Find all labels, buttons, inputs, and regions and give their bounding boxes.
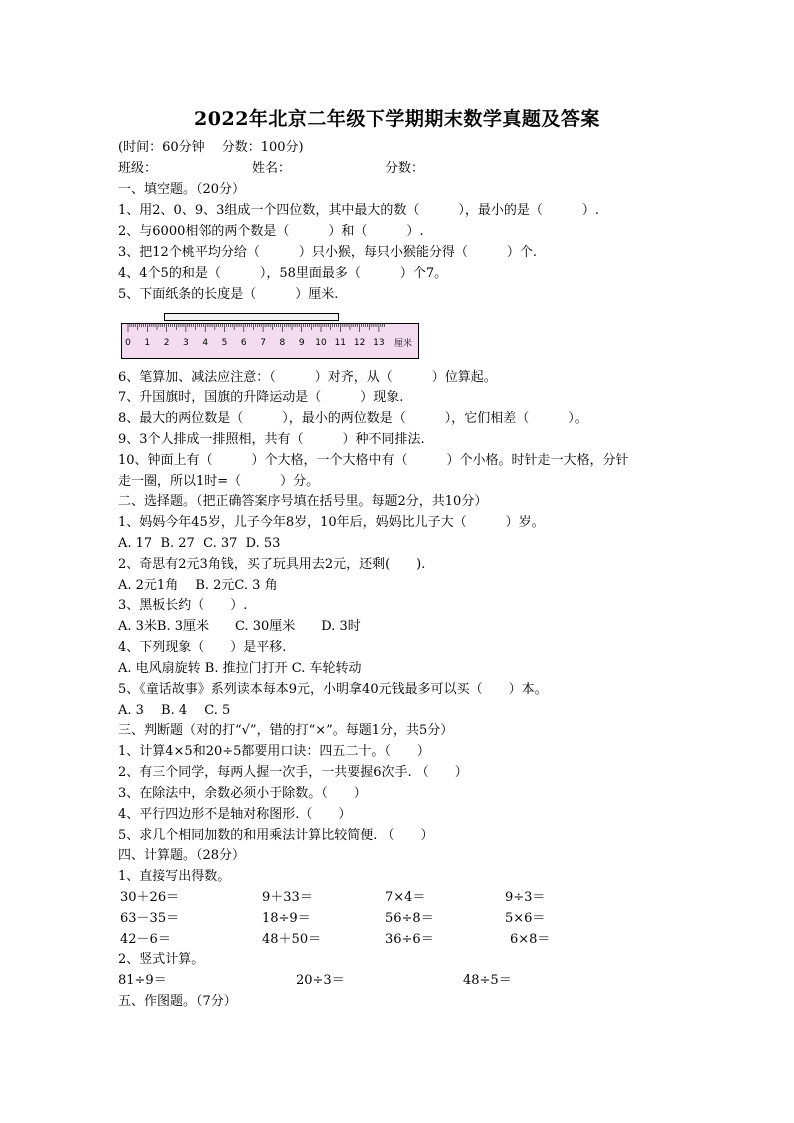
options-line: A. 3米B. 3厘米 C. 30厘米 D. 3时	[118, 619, 361, 634]
question-line: 3、在除法中，余数必须小于除数。（ ）	[118, 786, 367, 801]
calc-item: 9＋33＝	[262, 890, 313, 905]
question-line: 4、平行四边形不是轴对称图形.（ ）	[118, 807, 352, 822]
ruler-number: 12	[353, 338, 366, 348]
ruler-number: 5	[221, 338, 228, 348]
options-line: A. 电风扇旋转 B. 推拉门打开 C. 车轮转动	[118, 661, 362, 676]
calc-item: 30＋26＝	[120, 890, 180, 905]
question-line: 1、直接写出得数。	[118, 869, 231, 884]
question-line: 2、与6000相邻的两个数是（ ）和（ ）.	[118, 224, 424, 239]
section-3-heading: 三、判断题（对的打“√”，错的打“×”。每题1分，共5分）	[118, 723, 454, 738]
name-label: 姓名：	[252, 161, 292, 176]
ruler-number: 13	[373, 338, 385, 348]
ruler-number: 3	[183, 338, 189, 348]
question-line: 走一圈，所以1时=（ ）分。	[118, 474, 320, 489]
question-line: 8、最大的两位数是（ ），最小的两位数是（ ），它们相差（ ）。	[118, 411, 588, 426]
question-line: 1、用2、0、9、3组成一个四位数，其中最大的数（ ），最小的是（ ）.	[118, 203, 599, 218]
calc-item: 48＋50＝	[262, 932, 322, 947]
vertical-calc-item: 20÷3＝	[296, 973, 345, 988]
question-line: 5、下面纸条的长度是（ ）厘米.	[118, 287, 339, 302]
ruler-number: 9	[298, 338, 305, 348]
question-line: 9、3个人排成一排照相，共有（ ）种不同排法.	[118, 432, 425, 447]
ruler	[121, 323, 419, 359]
calc-item: 56÷8＝	[385, 911, 434, 926]
calc-item: 7×4＝	[385, 890, 426, 905]
question-line: 7、升国旗时，国旗的升降运动是（ ）现象.	[118, 390, 404, 405]
calc-item: 9÷3＝	[505, 890, 546, 905]
question-line: 2、奇思有2元3角钱，买了玩具用去2元，还剩( ).	[118, 557, 426, 572]
section-5-heading: 五、作图题。（7分）	[118, 994, 237, 1009]
section-1-heading: 一、填空题。（20分）	[118, 182, 246, 197]
class-label: 班级：	[118, 161, 158, 176]
score-label: 分数：	[385, 161, 425, 176]
question-line: 6、笔算加、减法应注意：（ ）对齐，从（ ）位算起。	[118, 370, 497, 385]
ruler-number: 6	[240, 338, 247, 348]
question-line: 3、黑板长约（ ）.	[118, 598, 248, 613]
ruler-number: 1	[144, 338, 151, 348]
question-line: 1、计算4×5和20÷5都要用口诀：四五二十。（ ）	[118, 744, 430, 759]
options-line: A. 17 B. 27 C. 37 D. 53	[118, 536, 281, 551]
options-line: A. 3 B. 4 C. 5	[118, 703, 231, 718]
calc-item: 5×6＝	[505, 911, 546, 926]
calc-item: 63－35＝	[120, 911, 180, 926]
question-line: 4、4个5的和是（ ），58里面最多（ ）个7。	[118, 266, 448, 281]
ruler-number: 0	[125, 338, 131, 348]
question-line: 1、妈妈今年45岁，儿子今年8岁，10年后，妈妈比儿子大（ ）岁。	[118, 515, 545, 530]
question-line: 3、把12个桃平均分给（ ）只小猴，每只小猴能分得（ ）个.	[118, 245, 537, 260]
calc-item: 42－6＝	[120, 932, 171, 947]
exam-time-score: (时间：60分钟 分数：100分)	[118, 140, 304, 155]
ruler-scale	[122, 324, 418, 358]
ruler-unit-label: 厘米	[393, 339, 413, 349]
ruler-number: 10	[315, 338, 327, 348]
vertical-calc-item: 81÷9＝	[118, 973, 167, 988]
ruler-number: 2	[163, 338, 170, 348]
ruler-number: 4	[202, 338, 209, 348]
paper-strip	[164, 313, 339, 321]
section-2-heading: 二、选择题。（把正确答案序号填在括号里。每题2分，共10分）	[118, 494, 488, 509]
calc-item: 36÷6＝	[385, 932, 434, 947]
ruler-number: 11	[334, 338, 347, 348]
calc-item: 18÷9＝	[262, 911, 311, 926]
section-4-heading: 四、计算题。（28分）	[118, 848, 246, 863]
ruler-number: 7	[260, 338, 266, 348]
calc-item: 6×8＝	[510, 932, 551, 947]
ruler-figure	[121, 311, 419, 361]
question-line: 5、求几个相同加数的和用乘法计算比较简便. （ ）	[118, 828, 434, 843]
question-line: 5、《童话故事》系列读本每本9元，小明拿40元钱最多可以买（ ）本。	[118, 682, 548, 697]
question-line: 4、下列现象（ ）是平移.	[118, 640, 287, 655]
question-line: 2、竖式计算。	[118, 952, 205, 967]
ruler-number: 8	[279, 338, 286, 348]
options-line: A. 2元1角 B. 2元C. 3 角	[118, 578, 278, 593]
question-line: 10、钟面上有（ ）个大格，一个大格中有（ ）个小格。时针走一大格，分针	[118, 453, 629, 468]
vertical-calc-item: 48÷5＝	[463, 973, 512, 988]
page-title: 2022年北京二年级下学期期末数学真题及答案	[194, 108, 600, 130]
question-line: 2、有三个同学，每两人握一次手，一共要握6次手. （ ）	[118, 765, 468, 780]
